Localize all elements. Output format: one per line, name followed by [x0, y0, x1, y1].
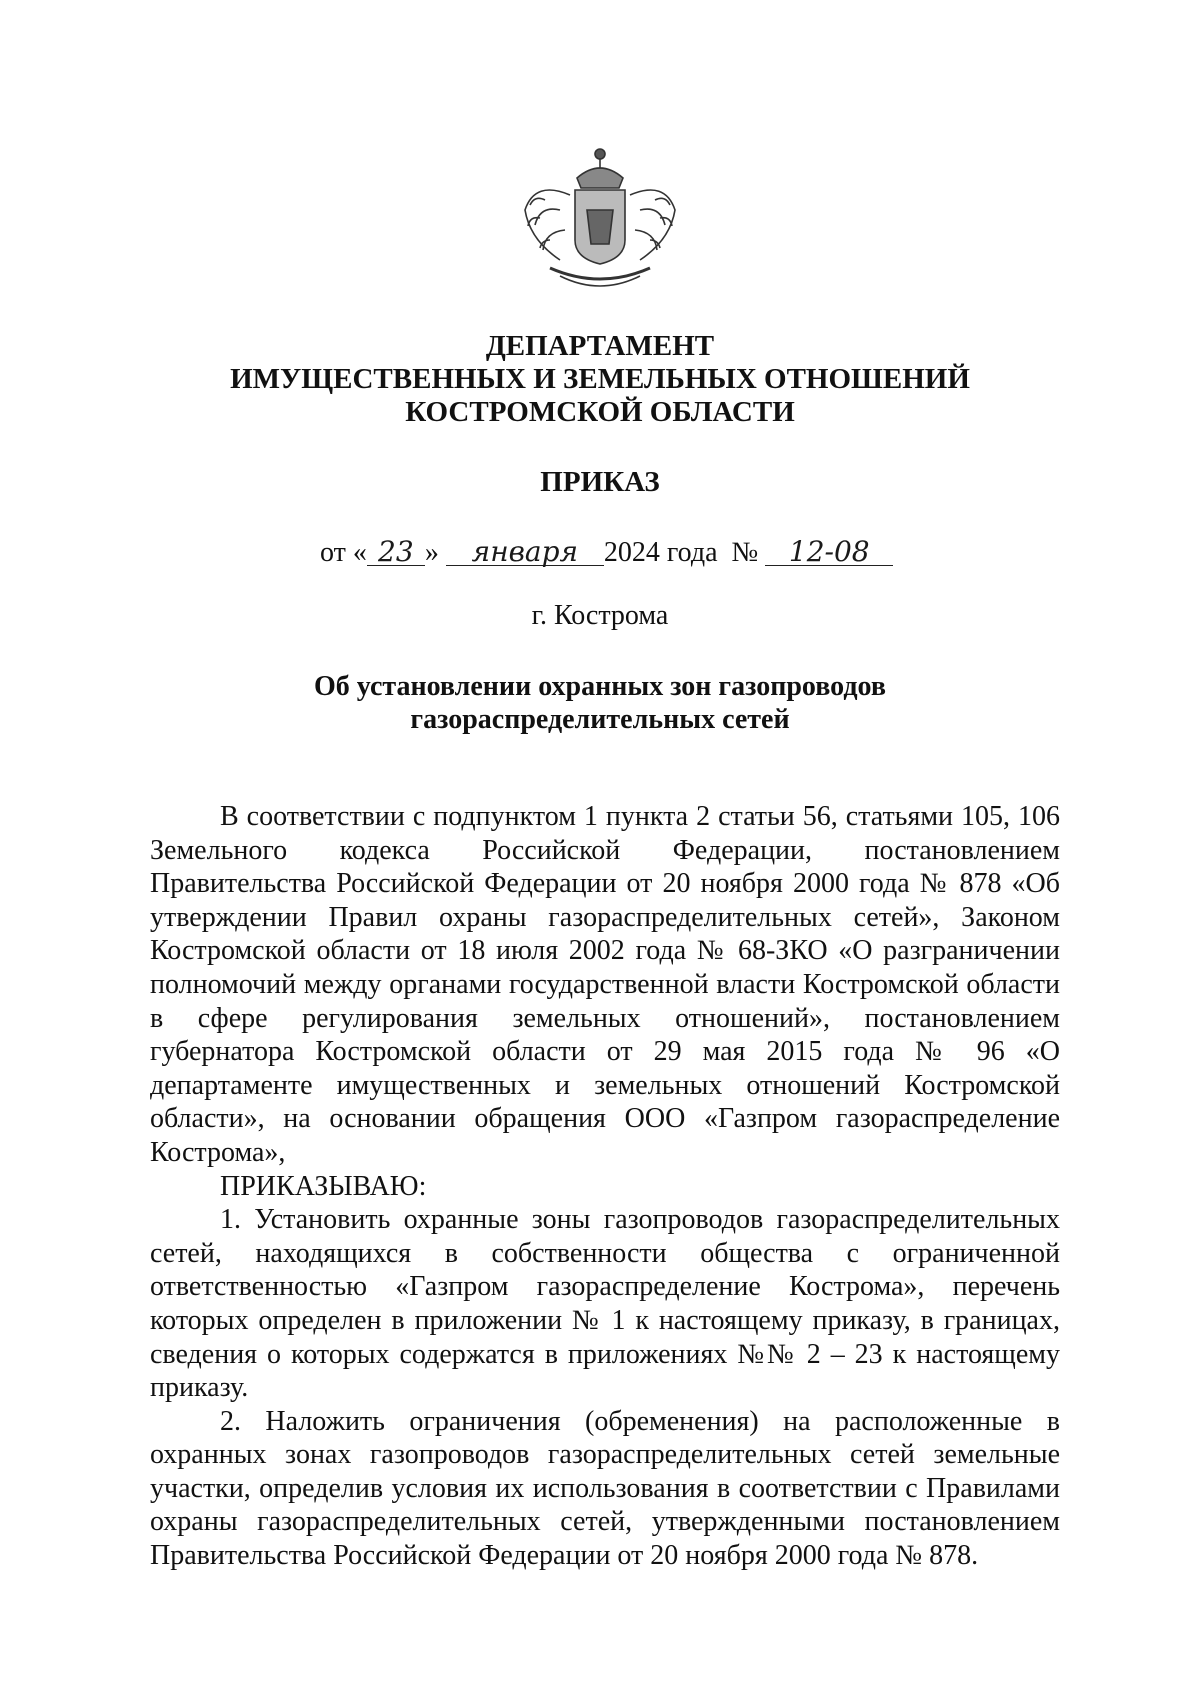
header-line-2: ИМУЩЕСТВЕННЫХ И ЗЕМЕЛЬНЫХ ОТНОШЕНИЙ — [230, 363, 970, 395]
header-line-3: КОСТРОМСКОЙ ОБЛАСТИ — [405, 396, 795, 428]
coat-of-arms-icon — [505, 140, 695, 295]
date-number-line — [320, 537, 893, 569]
subject-line-2: газораспределительных сетей — [410, 704, 790, 735]
date-year: 2024 года — [603, 537, 718, 568]
order-number-handwritten: 12-08 — [765, 539, 893, 566]
document-type-title: ПРИКАЗ — [540, 466, 660, 498]
order-body — [150, 800, 1060, 1573]
city-line: г. Кострома — [531, 600, 669, 631]
order-subject — [0, 670, 1200, 736]
date-close-quote: » — [424, 537, 439, 568]
item-2-paragraph: 2. Наложить ограничения (обременения) на расположенные в охранных зонах газопроводов газораспределительных сетей земельные участки, определив условия их использования в соответствии с Правилами охраны газораспределительных сетей, утвержденными постановлением Правительства Российской Федерации от 20 ноября 2000 года № 878. — [150, 1405, 1060, 1572]
date-day-handwritten: 23 — [367, 539, 425, 566]
item-1-paragraph: 1. Установить охранные зоны газопроводов газораспределительных сетей, находящихся в собственности общества с ограниченной ответственностью «Газпром газораспределение Кострома», перечень которых определен в приложении № 1 к настоящему приказу, в границах, сведения о которых содержатся в приложениях №№ 2 – 23 к настоящему приказу. — [150, 1204, 1060, 1404]
number-sign: № — [731, 537, 759, 568]
department-header — [0, 330, 1200, 429]
subject-line-1: Об установлении охранных зон газопроводов — [314, 671, 886, 702]
preamble-paragraph: В соответствии с подпунктом 1 пункта 2 статьи 56, статьями 105, 106 Земельного кодекса Российской Федерации, постановлением Правительства Российской Федерации от 20 ноября 2000 года № 878 «Об утверждении Правил охраны газораспределительных сетей», Законом Костромской области от 18 июля 2002 года № 68-ЗКО «О разграничении полномочий между органами государственной власти Костромской области в сфере регулирования земельных отношений», постановлением губернатора Костромской области от 29 мая 2015 года № 96 «О департаменте имущественных и земельных отношений Костромской области», на основании обращения ООО «Газпром газораспределение Кострома», — [150, 801, 1060, 1168]
command-word: ПРИКАЗЫВАЮ: — [220, 1170, 427, 1202]
header-line-1: ДЕПАРТАМЕНТ — [485, 330, 715, 362]
date-month-handwritten: января — [446, 539, 604, 566]
date-prefix: от « — [320, 537, 367, 568]
